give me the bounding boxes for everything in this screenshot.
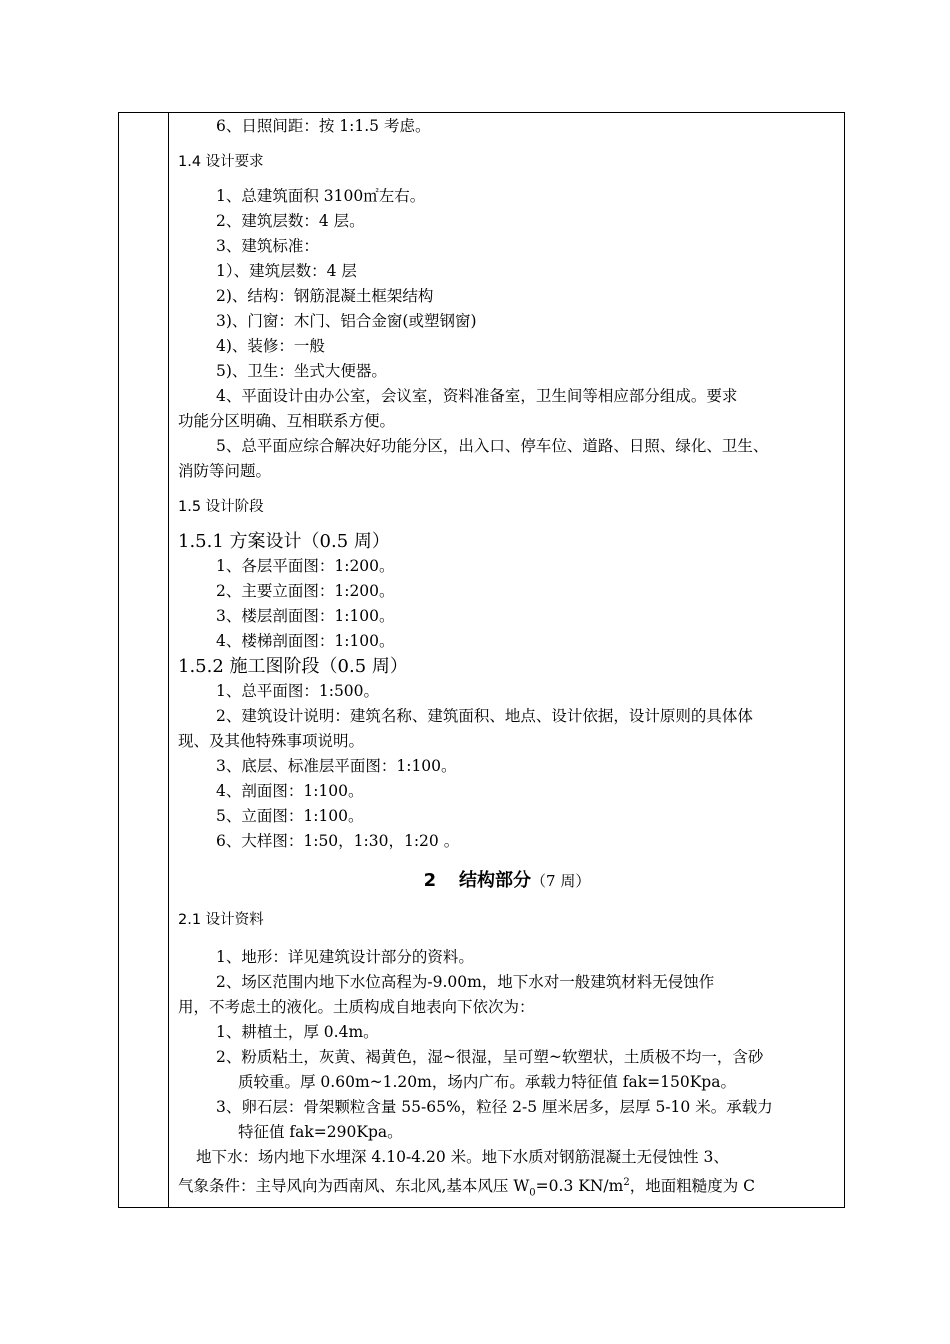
heading-1-5-2: 1.5.2 施工图阶段（0.5 周）	[178, 656, 408, 677]
text-line: 现、及其他特殊事项说明。	[178, 732, 365, 750]
text-line: 4)、装修：一般	[216, 337, 325, 355]
text-line: 4、平面设计由办公室，会议室，资料准备室，卫生间等相应部分组成。要求	[216, 387, 738, 405]
text-span: ，地面粗糙度为 C	[629, 1177, 755, 1196]
text-line: 1、总建筑面积 3100㎡左右。	[216, 187, 426, 205]
text-line: 用，不考虑土的液化。土质构成自地表向下依次为：	[178, 998, 535, 1016]
text-line: 1、地形：详见建筑设计部分的资料。	[216, 948, 474, 966]
section-2-name: 结构部分	[459, 870, 532, 891]
text-line: 质较重。厚 0.60m~1.20m，场内广布。承载力特征值 fak=150Kpa。	[238, 1073, 736, 1091]
text-line-wind	[178, 1170, 836, 1205]
text-span: =0.3 KN/m	[535, 1177, 624, 1196]
text-line: 2、主要立面图：1:200。	[216, 582, 395, 600]
section-2-title	[178, 868, 836, 894]
text-line: 2、建筑设计说明：建筑名称、建筑面积、地点、设计依据，设计原则的具体体	[216, 707, 753, 725]
column-divider	[168, 112, 169, 1208]
text-line: 4、剖面图：1:100。	[216, 782, 364, 800]
text-line: 特征值 fak=290Kpa。	[238, 1123, 403, 1141]
superscript: 2	[623, 1177, 630, 1188]
text-line: 1、总平面图：1:500。	[216, 682, 380, 700]
text-line: 功能分区明确、互相联系方便。	[178, 412, 396, 430]
text-line: 3)、门窗：木门、铝合金窗(或塑钢窗)	[216, 312, 477, 330]
heading-2-1: 2.1 设计资料	[178, 912, 264, 928]
text-line: 3、建筑标准：	[216, 237, 319, 255]
text-span: 气象条件：主导风向为西南风、东北风,基本风压 W	[178, 1177, 530, 1196]
subscript: 0	[529, 1187, 536, 1199]
text-line: 2、场区范围内地下水位高程为-9.00m，地下水对一般建筑材料无侵蚀作	[216, 973, 715, 991]
text-line: 3、卵石层：骨架颗粒含量 55-65%，粒径 2-5 厘米居多，层厚 5-10 米。承载力	[216, 1098, 773, 1116]
text-line: 4、楼梯剖面图：1:100。	[216, 632, 395, 650]
text-line: 1、耕植土，厚 0.4m。	[216, 1023, 379, 1041]
text-line: 消防等问题。	[178, 462, 272, 480]
text-line: 3、底层、标准层平面图：1:100。	[216, 757, 457, 775]
text-line: 3、楼层剖面图：1:100。	[216, 607, 395, 625]
text-line: 1）、建筑层数：4 层	[216, 262, 357, 280]
text-line: 1、各层平面图：1:200。	[216, 557, 395, 575]
text-line: 5)、卫生：坐式大便器。	[216, 362, 387, 380]
section-2-number: 2	[423, 870, 437, 891]
text-line: 6、日照间距：按 1:1.5 考虑。	[216, 117, 431, 135]
text-line: 2)、结构：钢筋混凝土框架结构	[216, 287, 434, 305]
text-line: 2、粉质粘土，灰黄、褐黄色，湿~很湿，呈可塑~软塑状，土质极不均一，含砂	[216, 1048, 764, 1066]
text-line: 6、大样图：1:50，1:30，1:20 。	[216, 832, 460, 850]
document-body	[178, 114, 836, 1205]
text-line: 5、立面图：1:100。	[216, 807, 364, 825]
section-2-weeks: （7 周）	[531, 872, 591, 890]
heading-1-5-1: 1.5.1 方案设计（0.5 周）	[178, 531, 390, 552]
heading-1-5: 1.5 设计阶段	[178, 499, 264, 515]
text-line: 2、建筑层数：4 层。	[216, 212, 365, 230]
heading-1-4: 1.4 设计要求	[178, 154, 264, 170]
text-line: 地下水：场内地下水埋深 4.10-4.20 米。地下水质对钢筋混凝土无侵蚀性 3、	[196, 1148, 729, 1166]
text-line: 5、总平面应综合解决好功能分区，出入口、停车位、道路、日照、绿化、卫生、	[216, 437, 769, 455]
